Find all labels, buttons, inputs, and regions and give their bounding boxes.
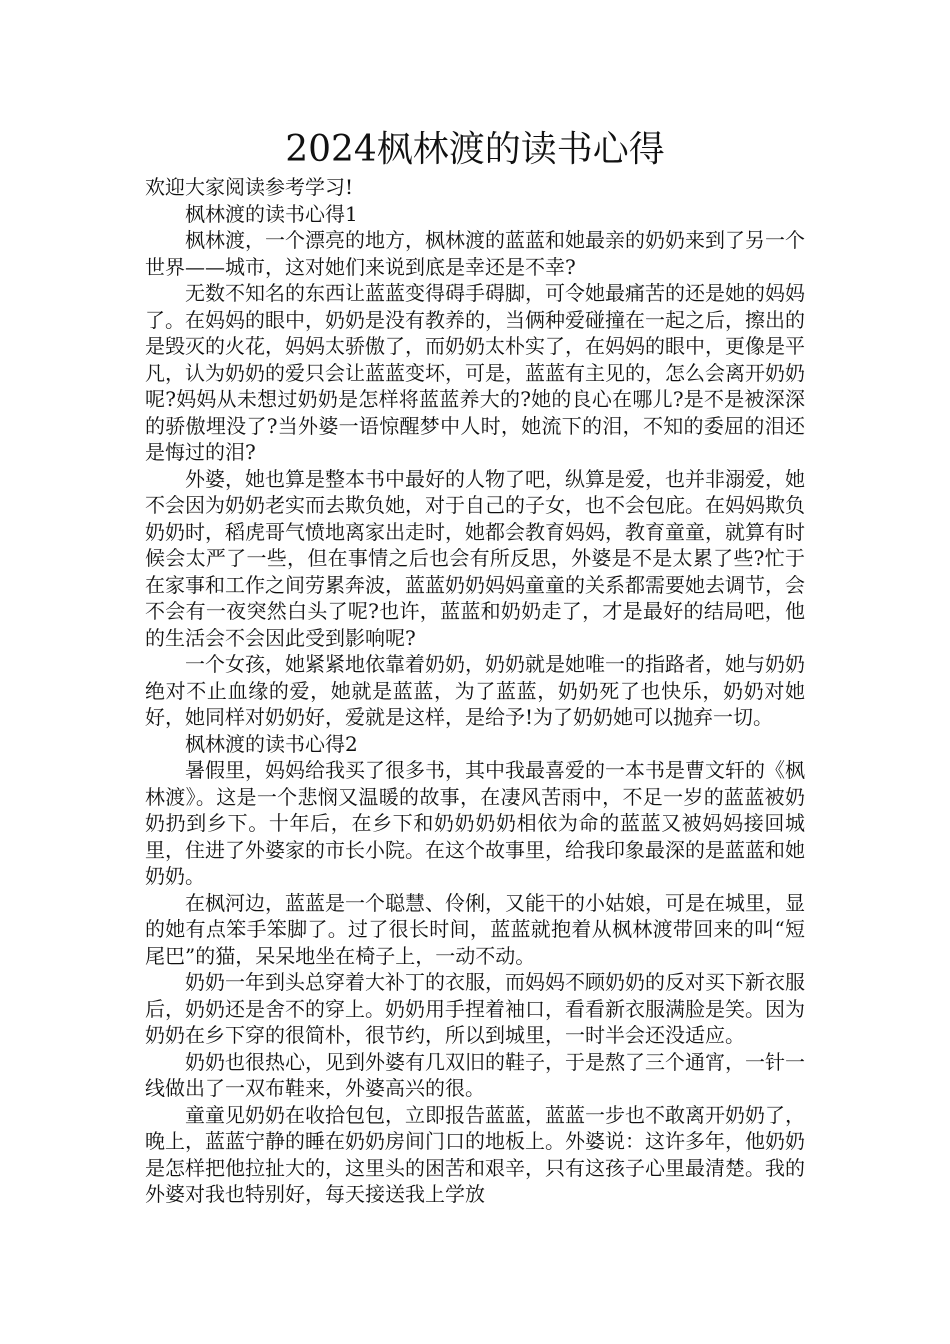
- document-body: [145, 174, 805, 1208]
- paragraph: 一个女孩，她紧紧地依靠着奶奶，奶奶就是她唯一的指路者，她与奶奶绝对不止血缘的爱，她就是蓝蓝，为了蓝蓝，奶奶死了也快乐，奶奶对她好，她同样对奶奶好，爱就是这样，是给予!为了奶奶她可以抛弃一切。: [145, 652, 805, 729]
- paragraph: 奶奶也很热心，见到外婆有几双旧的鞋子，于是熬了三个通宵，一针一线做出了一双布鞋来，外婆高兴的很。: [145, 1049, 805, 1100]
- paragraph: 暑假里，妈妈给我买了很多书，其中我最喜爱的一本书是曹文轩的《枫林渡》。这是一个悲悯又温暖的故事，在凄风苦雨中，不足一岁的蓝蓝被奶奶扔到乡下。十年后，在乡下和奶奶奶奶相依为命的蓝蓝又被妈妈接回城里，住进了外婆家的市长小院。在这个故事里，给我印象最深的是蓝蓝和她奶奶。: [145, 758, 805, 888]
- paragraph: 奶奶一年到头总穿着大补丁的衣服，而妈妈不顾奶奶的反对买下新衣服后，奶奶还是舍不的穿上。奶奶用手捏着袖口，看看新衣服满脸是笑。因为奶奶在乡下穿的很简朴，很节约，所以到城里，一时半会还没适应。: [145, 970, 805, 1047]
- paragraph: 枫林渡，一个漂亮的地方，枫林渡的蓝蓝和她最亲的奶奶来到了另一个世界——城市，这对她们来说到底是幸还是不幸?: [145, 228, 805, 279]
- section-heading-2: 枫林渡的读书心得2: [185, 731, 358, 756]
- section-heading-1: 枫林渡的读书心得1: [185, 201, 358, 226]
- paragraph: 外婆，她也算是整本书中最好的人物了吧，纵算是爱，也并非溺爱，她不会因为奶奶老实而去欺负她，对于自己的子女，也不会包庇。在妈妈欺负奶奶时，稻虎哥气愤地离家出走时，她都会教育妈妈，教育童童，就算有时候会太严了一些，但在事情之后也会有所反思，外婆是不是太累了些?忙于在家事和工作之间劳累奔波，蓝蓝奶奶妈妈童童的关系都需要她去调节，会不会有一夜突然白头了呢?也许，蓝蓝和奶奶走了，才是最好的结局吧，他的生活会不会因此受到影响呢?: [145, 466, 805, 650]
- paragraph: 无数不知名的东西让蓝蓝变得碍手碍脚，可令她最痛苦的还是她的妈妈了。在妈妈的眼中，奶奶是没有教养的，当俩种爱碰撞在一起之后，擦出的是毁灭的火花，妈妈太骄傲了，而奶奶太朴实了，在妈妈的眼中，更像是平凡，认为奶奶的爱只会让蓝蓝变坏，可是，蓝蓝有主见的，怎么会离开奶奶呢?妈妈从未想过奶奶是怎样将蓝蓝养大的?她的良心在哪儿?是不是被深深的骄傲埋没了?当外婆一语惊醒梦中人时，她流下的泪，不知的委屈的泪还是悔过的泪?: [145, 281, 805, 464]
- paragraph: 童童见奶奶在收拾包包，立即报告蓝蓝，蓝蓝一步也不敢离开奶奶了，晚上，蓝蓝宁静的睡在奶奶房间门口的地板上。外婆说：这许多年，他奶奶是怎样把他拉扯大的，这里头的困苦和艰辛，只有这孩子心里最清楚。我的外婆对我也特别好，每天接送我上学放: [145, 1102, 805, 1206]
- intro-line: 欢迎大家阅读参考学习!: [145, 175, 354, 199]
- page-title: 2024枫林渡的读书心得: [285, 129, 665, 170]
- paragraph: 在枫河边，蓝蓝是一个聪慧、伶俐，又能干的小姑娘，可是在城里，显的她有点笨手笨脚了。过了很长时间，蓝蓝就抱着从枫林渡带回来的叫“短尾巴”的猫，呆呆地坐在椅子上，一动不动。: [145, 890, 805, 968]
